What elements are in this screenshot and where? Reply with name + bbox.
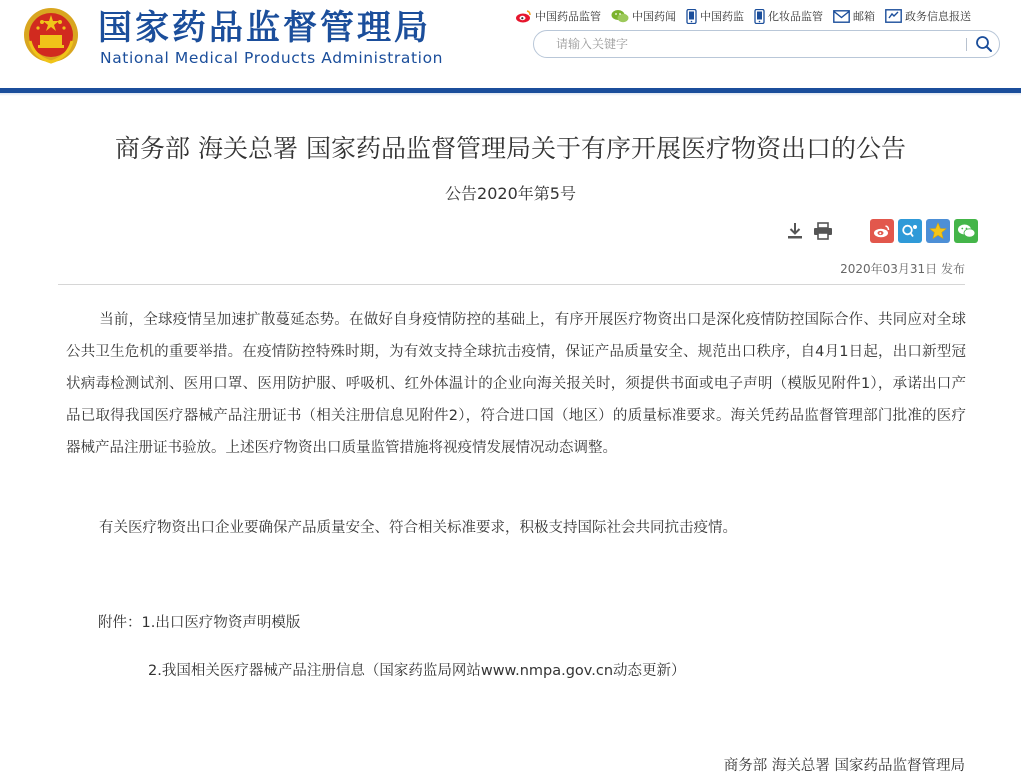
search-icon[interactable]: [974, 34, 994, 54]
link-label: 中国药品监管: [535, 10, 601, 23]
paragraph-text: 当前，全球疫情呈加速扩散蔓延态势。在做好自身疫情防控的基础上，有序开展医疗物资出口是深化疫情防控国际合作、共同应对全球公共卫生危机的重要举措。在疫情防控特殊时期，为有效支持全球抗击疫情，保证产品质量安全、规范出口秩序，自4月1日起，出口新型冠状病毒检测试剂、医用口罩、医用防护服、呼吸机、红外体温计的企业向海关报关时，须提供书面或电子声明（模版见附件1），承诺出口产品已取得我国医疗器械产品注册证书（相关注册信息见附件2），符合进口国（地区）的质量标准要求。海关凭药品监督管理部门批准的医疗器械产品注册证书验放。上述医疗物资出口质量监管措施将视疫情发展情况动态调整。: [66, 312, 966, 456]
mail-icon: [833, 10, 850, 23]
article-paragraph-1: [66, 304, 966, 464]
link-label: 政务信息报送: [905, 10, 971, 23]
link-cosmetics-regulation-app[interactable]: [754, 8, 823, 24]
weibo-icon: [515, 9, 532, 23]
phone-icon: [754, 9, 765, 24]
site-logo-english[interactable]: National Medical Products Administration: [100, 49, 444, 67]
header-shadow: [0, 93, 1021, 96]
link-label: 邮箱: [853, 10, 875, 23]
phone-icon: [686, 9, 697, 24]
wechat-share-icon[interactable]: [954, 219, 978, 243]
publish-date: 2020年03月31日 发布: [840, 262, 965, 276]
paragraph-text: 有关医疗物资出口企业要确保产品质量安全、符合相关标准要求，积极支持国际社会共同抗击疫情。: [99, 520, 737, 536]
wechat-icon: [611, 9, 629, 23]
link-china-drug-admin-app[interactable]: [686, 8, 744, 24]
article-toolbar: [784, 218, 982, 244]
link-drug-regulation-weibo[interactable]: [515, 8, 601, 24]
article-title: 商务部 海关总署 国家药品监督管理局关于有序开展医疗物资出口的公告: [115, 134, 906, 163]
site-header: [0, 0, 1021, 90]
search-box: [533, 30, 1000, 58]
favorite-share-icon[interactable]: [926, 219, 950, 243]
link-label: 中国药闻: [632, 10, 676, 23]
weibo-share-icon[interactable]: [870, 219, 894, 243]
qzone-share-icon[interactable]: [898, 219, 922, 243]
link-gov-info-report[interactable]: [885, 8, 971, 24]
search-divider: [966, 38, 967, 51]
article-signature: 商务部 海关总署 国家药品监督管理局: [723, 758, 965, 774]
article-paragraph-2: [66, 512, 966, 544]
attachment-1-link[interactable]: 附件：1.出口医疗物资声明模版: [98, 615, 301, 631]
attachment-2-link[interactable]: 2.我国相关医疗器械产品注册信息（国家药监局网站www.nmpa.gov.cn动态更新）: [148, 663, 686, 679]
search-input[interactable]: [556, 35, 956, 53]
report-icon: [885, 9, 902, 23]
download-icon[interactable]: [784, 220, 806, 242]
link-label: 中国药监: [700, 10, 744, 23]
national-emblem-icon: [22, 5, 80, 67]
print-icon[interactable]: [812, 220, 834, 242]
document-number: 公告2020年第5号: [445, 184, 576, 203]
link-label: 化妆品监管: [768, 10, 823, 23]
link-drug-news-wechat[interactable]: [611, 8, 676, 24]
site-logo-chinese[interactable]: 国家药品监督管理局: [98, 8, 431, 48]
top-links: [515, 6, 971, 26]
link-mailbox[interactable]: [833, 8, 875, 24]
content-divider: [58, 284, 965, 285]
